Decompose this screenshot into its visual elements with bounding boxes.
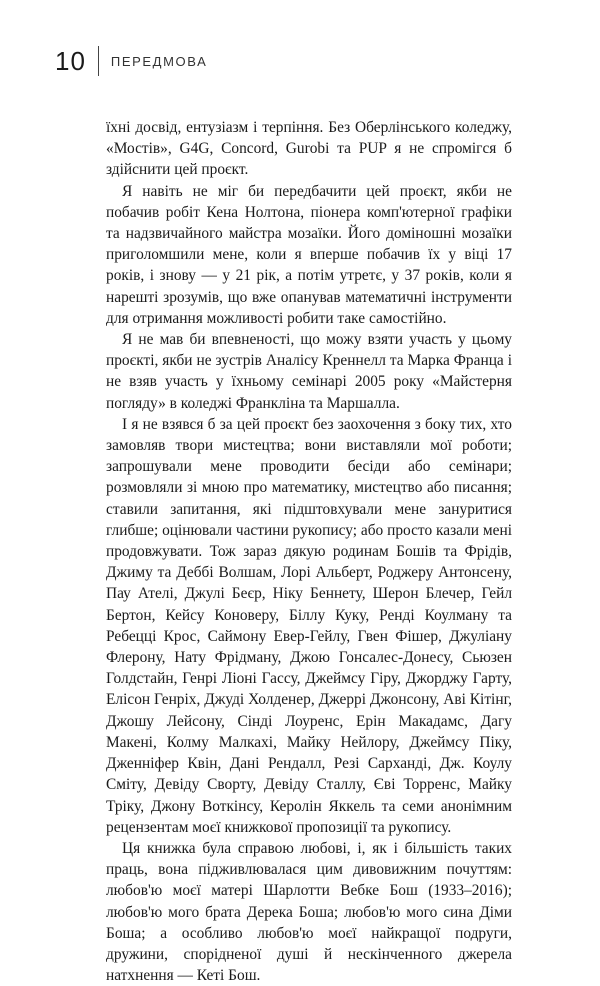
paragraph-4: І я не взявся б за цей проєкт без заохочення з боку тих, хто замовляв твори мистецтва; вони виставляли мої роботи; запрошували мене проводити бесіди або семінари; розмовляли зі мною про математику, мистецтво або писання; ставили запитання, які підштовхували мене зануритися глибше; оцінювали частини рукопису; або просто казали мені продовжувати. Тож зараз дякую родинам Бошів та Фрідів, Джиму та Деббі Волшам, Лорі Альберт, Роджеру Антонсену, Пау Ателі, Джулі Беєр, Ніку Беннету, Шерон Блечер, Гейл Бертон, Кейсу Коноверу, Біллу Куку, Ренді Коулману та Ребецці Крос, Саймону Евер-Гейлу, Гвен Фішер, Джуліану Флерону, Нату Фрідману, Джою Гонсалес-Донесу, Сьюзен Голдстайн, Генрі Ліоні Гассу, Джеймсу Гіру, Джорджу Гарту, Елісон Генріх, Джуді Холденер, Джеррі Джонсону, Аві Кітінг, Джошу Лейсону, Сінді Лоуренс, Ерін Макадамс, Дагу Макені, Колму Малкахі, Майку Нейлору, Джеймсу Піку, Дженніфер Квін, Дані Рендалл, Резі Сарханді, Дж. Коулу Сміту, Девіду Сворту, Девіду Сталлу, Єві Торренс, Майку Тріку, Джону Воткінсу, Керолін Яккель та семи анонімним рецензентам моєї книжкової пропозиції та рукопису.	[106, 415, 512, 836]
running-title: ПЕРЕДМОВА	[110, 53, 208, 69]
paragraph-3: Я не мав би впевненості, що можу взяти участь у цьому проєкті, якби не зустрів Аналісу Креннелл та Марка Франца і не взяв участь у їхньому семінарі 2005 року «Майстерня погляду» в коледжі Франкліна та Маршалла.	[106, 331, 512, 412]
paragraph-1: їхні досвід, ентузіазм і терпіння. Без Оберлінського коледжу, «Мостів», G4G, Concord, Gurobi та PUP я не спромігся б здійснити цей проєкт.	[106, 119, 512, 179]
page-number: 10	[55, 46, 86, 76]
body-text	[106, 117, 512, 986]
page-header	[55, 42, 207, 80]
paragraph-2: Я навіть не міг би передбачити цей проєкт, якби не побачив робіт Кена Нолтона, піонера комп'ютерної графіки та надзвичайного майстра мозаїки. Його доміношні мозаїки приголомшили мене, коли я вперше побачив їх у віці 17 років, і знову — у 21 рік, а потім утретє, у 37 років, коли я нарешті зрозумів, що вже опанував математичні інструменти для отримання можливості робити таке самостійно.	[106, 182, 512, 327]
paragraph-5: Ця книжка була справою любові, і, як і більшість таких праць, вона підживлювалася цим дивовижним почуттям: любов'ю моєї матері Шарлотти Вебке Бош (1933–2016); любов'ю мого брата Дерека Боша; любов'ю мого сина Діми Боша; а особливо любов'ю моєї найкращої подруги, дружини, спорідненої душі й нескінченного джерела натхнення — Кеті Бош.	[106, 839, 512, 985]
header-divider	[98, 46, 99, 76]
